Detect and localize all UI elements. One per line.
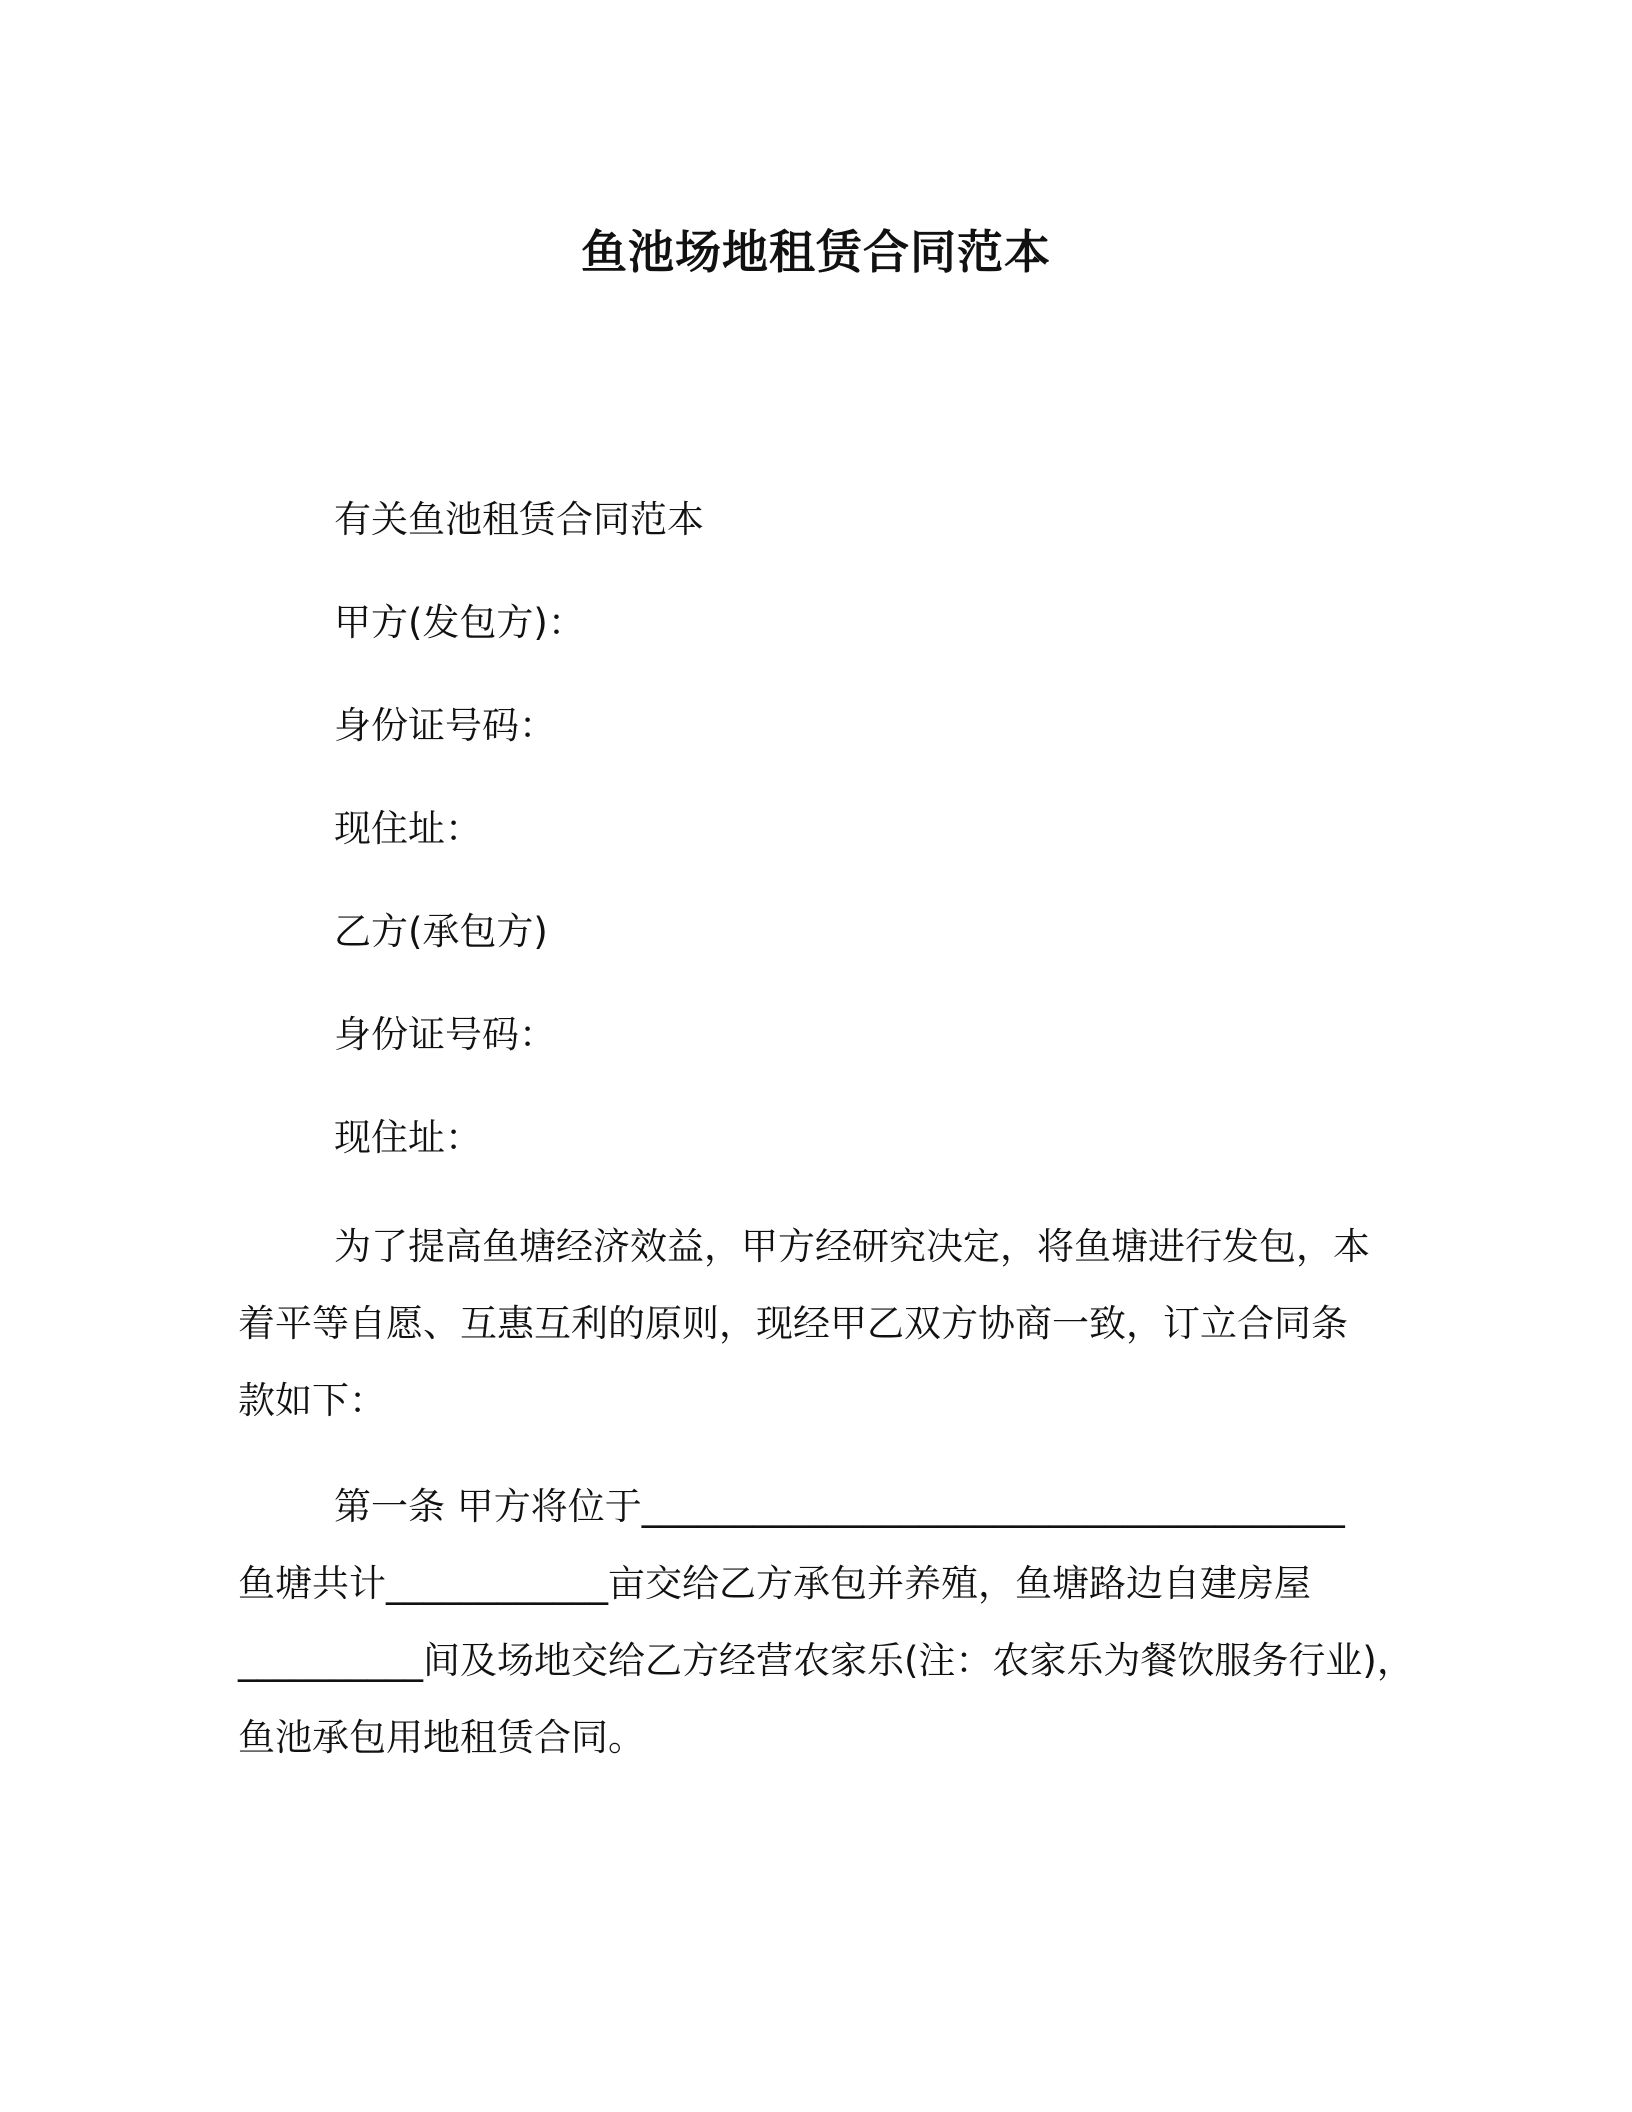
- article-1-line: __________间及场地交给乙方经营农家乐(注：农家乐为餐饮服务行业)，: [238, 1639, 1414, 1682]
- article-1-line: 第一条 甲方将位于______________________________________: [334, 1485, 1345, 1528]
- party-a-address-label: 现住址：: [334, 807, 482, 850]
- party-a-label: 甲方(发包方)：: [334, 601, 585, 644]
- intro-line: 款如下：: [238, 1379, 386, 1422]
- document-subtitle: 有关鱼池租赁合同范本: [334, 498, 704, 541]
- document-title: 鱼池场地租赁合同范本: [581, 225, 1051, 279]
- party-b-label: 乙方(承包方): [334, 910, 548, 953]
- party-b-address-label: 现住址：: [334, 1116, 482, 1159]
- article-1-paragraph: [238, 1468, 1418, 1776]
- intro-line: 为了提高鱼塘经济效益，甲方经研究决定，将鱼塘进行发包，本: [334, 1225, 1370, 1268]
- intro-paragraph: [238, 1208, 1418, 1439]
- party-b-id-label: 身份证号码：: [334, 1013, 556, 1056]
- intro-line: 着平等自愿、互惠互利的原则，现经甲乙双方协商一致，订立合同条: [238, 1302, 1348, 1345]
- article-1-line: 鱼池承包用地租赁合同。: [238, 1716, 645, 1759]
- article-1-line: 鱼塘共计____________亩交给乙方承包并养殖，鱼塘路边自建房屋: [238, 1562, 1311, 1605]
- party-a-id-label: 身份证号码：: [334, 704, 556, 747]
